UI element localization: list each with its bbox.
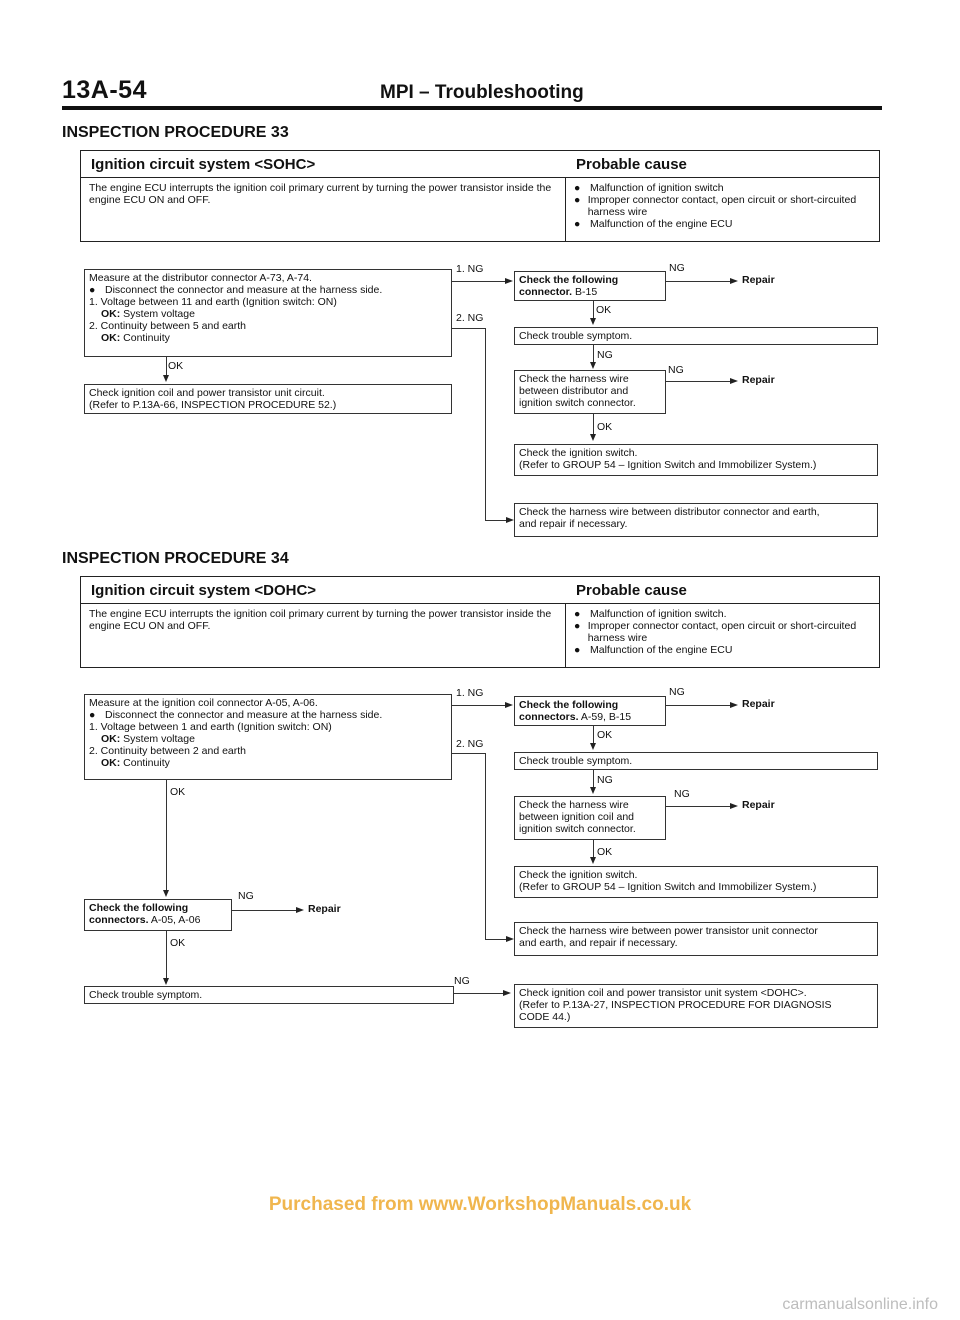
- arrow-right-icon: [730, 278, 738, 284]
- measure-text: Measure at the distributor connector A-73, A-74.: [89, 272, 312, 284]
- check-text: Check the harness wire: [519, 799, 629, 811]
- ng-label: NG: [597, 774, 613, 786]
- check-text: (Refer to P.13A-27, INSPECTION PROCEDURE FOR DIAGNOSIS: [519, 999, 832, 1011]
- arrow-right-icon: [730, 803, 738, 809]
- ok-label: OK: [597, 729, 613, 741]
- ng-label: NG: [454, 975, 470, 987]
- watermark: carmanualsonline.info: [782, 1296, 938, 1313]
- check-text: and repair if necessary.: [519, 518, 628, 530]
- arrow-right-icon: [505, 702, 513, 708]
- check-connector-bold: Check the following connectors.: [89, 902, 189, 926]
- ok-label: OK: [170, 937, 186, 949]
- ng-label: NG: [669, 686, 685, 698]
- check-text: between ignition coil and: [519, 811, 634, 823]
- ok-value: System voltage: [123, 308, 195, 320]
- system-title: Ignition circuit system <DOHC>: [91, 581, 317, 599]
- repair-label: Repair: [308, 903, 341, 915]
- cause-item: Malfunction of the engine ECU: [590, 218, 733, 230]
- connector-list: B-15: [575, 286, 598, 298]
- harness-earth-box: [514, 503, 878, 537]
- cause-item: Malfunction of ignition switch.: [590, 608, 727, 620]
- repair-label: Repair: [742, 274, 775, 286]
- check-text: Check the ignition switch.: [519, 869, 638, 881]
- page-number: 13A-54: [62, 76, 147, 104]
- check-text: Check the ignition switch.: [519, 447, 638, 459]
- ng-label: NG: [597, 349, 613, 361]
- probable-cause-title: Probable cause: [576, 155, 687, 173]
- arrow-down-icon: [163, 978, 169, 985]
- cause-item: Malfunction of the engine ECU: [590, 644, 733, 656]
- check-text: between distributor and: [519, 385, 629, 397]
- harness-earth-box: [514, 922, 878, 956]
- arrow-right-icon: [503, 990, 511, 996]
- ng-label: NG: [669, 262, 685, 274]
- cause-item: Improper connector contact, open circuit or short-circuited harness wire: [587, 194, 857, 218]
- measure-text: Measure at the ignition coil connector A-05, A-06.: [89, 697, 318, 709]
- check-connector-bold: Check the following connector.: [519, 274, 619, 298]
- ng-label: NG: [674, 788, 690, 800]
- repair-label: Repair: [742, 374, 775, 386]
- ng-label: NG: [668, 364, 684, 376]
- page-title: MPI – Troubleshooting: [380, 82, 584, 103]
- check-text: ignition switch connector.: [519, 397, 636, 409]
- arrow-right-icon: [506, 936, 514, 942]
- measure-box: Measure at the distributor connector A-73, A-74. ● Disconnect the connector and measure at the harness side. 1. Voltage between 11 and earth (Ignition switch: ON) OK: System voltage 2. Continuity between 5 and earth OK: Continuity: [84, 269, 452, 357]
- arrow-right-icon: [296, 907, 304, 913]
- check-text: (Refer to GROUP 54 – Ignition Switch and Immobilizer System.): [519, 881, 817, 893]
- arrow-right-icon: [505, 278, 513, 284]
- check-text: Check the harness wire between power transistor unit connector: [519, 925, 818, 937]
- check-text: ignition switch connector.: [519, 823, 636, 835]
- procedure-34-table: [80, 576, 880, 668]
- check-text: Check ignition coil and power transistor unit system <DOHC>.: [519, 987, 807, 999]
- ok-value: Continuity: [123, 757, 170, 769]
- check-text: Check the harness wire: [519, 373, 629, 385]
- ok-label: OK: [170, 786, 186, 798]
- check-connector-box: [514, 271, 666, 301]
- measure-box: Measure at the ignition coil connector A-05, A-06. ● Disconnect the connector and measure at the harness side. 1. Voltage between 1 and earth (Ignition switch: ON) OK: System voltage 2. Continuity between 2 and earth OK: Continuity: [84, 694, 452, 780]
- check-connector-box: [84, 899, 232, 931]
- check-coil-box: [84, 384, 452, 414]
- check-text: CODE 44.): [519, 1011, 571, 1023]
- arrow-right-icon: [730, 378, 738, 384]
- check-connector-box: [514, 696, 666, 726]
- arrow-down-icon: [590, 362, 596, 369]
- ng1-label: 1. NG: [456, 263, 484, 275]
- probable-cause-title: Probable cause: [576, 581, 687, 599]
- header-rule: [62, 106, 882, 110]
- ng2-label: 2. NG: [456, 738, 484, 750]
- harness-check-box: [514, 370, 666, 414]
- ignition-switch-box: [514, 866, 878, 898]
- measure-text: Disconnect the connector and measure at the harness side.: [105, 284, 383, 296]
- ignition-switch-box: [514, 444, 878, 476]
- ng2-label: 2. NG: [456, 312, 484, 324]
- arrow-right-icon: [506, 517, 514, 523]
- procedure-34-heading: INSPECTION PROCEDURE 34: [62, 550, 289, 567]
- ok-label: OK: [596, 304, 612, 316]
- ok-key: OK:: [101, 757, 121, 769]
- system-title: Ignition circuit system <SOHC>: [91, 155, 316, 173]
- ng1-label: 1. NG: [456, 687, 484, 699]
- trouble-symptom-box: Check trouble symptom.: [514, 327, 878, 345]
- measure-text: 2. Continuity between 5 and earth: [89, 320, 247, 332]
- cause-item: Malfunction of ignition switch: [590, 182, 724, 194]
- arrow-right-icon: [730, 702, 738, 708]
- ok-value: Continuity: [123, 332, 170, 344]
- coil-system-check-box: [514, 984, 878, 1028]
- ok-key: OK:: [101, 332, 121, 344]
- harness-check-box: [514, 796, 666, 840]
- repair-label: Repair: [742, 799, 775, 811]
- check-text: (Refer to GROUP 54 – Ignition Switch and Immobilizer System.): [519, 459, 817, 471]
- ng-label: NG: [238, 890, 254, 902]
- connector-list: A-59, B-15: [580, 711, 632, 723]
- connector-list: A-05, A-06: [150, 914, 201, 926]
- ok-label: OK: [597, 846, 613, 858]
- procedure-33-table: [80, 150, 880, 242]
- cause-item: Improper connector contact, open circuit or short-circuited harness wire: [587, 620, 857, 644]
- measure-text: 2. Continuity between 2 and earth: [89, 745, 247, 757]
- check-text: and earth, and repair if necessary.: [519, 937, 678, 949]
- system-description: The engine ECU interrupts the ignition coil primary current by turning the power transistor inside the engine ECU ON and OFF.: [81, 604, 566, 668]
- arrow-down-icon: [590, 434, 596, 441]
- arrow-down-icon: [163, 375, 169, 382]
- procedure-33-heading: INSPECTION PROCEDURE 33: [62, 124, 289, 141]
- ok-value: System voltage: [123, 733, 195, 745]
- arrow-down-icon: [590, 318, 596, 325]
- measure-text: Disconnect the connector and measure at the harness side.: [105, 709, 383, 721]
- repair-label: Repair: [742, 698, 775, 710]
- arrow-down-icon: [590, 743, 596, 750]
- arrow-down-icon: [590, 787, 596, 794]
- check-text: (Refer to P.13A-66, INSPECTION PROCEDURE 52.): [89, 399, 337, 411]
- trouble-symptom-box: Check trouble symptom.: [514, 752, 878, 770]
- arrow-down-icon: [590, 857, 596, 864]
- check-text: Check the harness wire between distributor connector and earth,: [519, 506, 820, 518]
- measure-text: 1. Voltage between 11 and earth (Ignition switch: ON): [89, 296, 337, 308]
- footer-source: Purchased from www.WorkshopManuals.co.uk: [268, 1194, 692, 1215]
- measure-text: 1. Voltage between 1 and earth (Ignition switch: ON): [89, 721, 332, 733]
- check-connector-bold: Check the following connectors.: [519, 699, 619, 723]
- ok-label: OK: [168, 360, 184, 372]
- system-description: The engine ECU interrupts the ignition coil primary current by turning the power transistor inside the engine ECU ON and OFF.: [81, 178, 566, 242]
- check-text: Check ignition coil and power transistor unit circuit.: [89, 387, 325, 399]
- cause-list: ● Malfunction of ignition switch. ● Improper connector contact, open circuit or short-circuited harness wire ● Malfunction of the engine ECU: [566, 604, 879, 668]
- ok-key: OK:: [101, 733, 121, 745]
- ok-label: OK: [597, 421, 613, 433]
- ok-key: OK:: [101, 308, 121, 320]
- trouble-symptom-box: Check trouble symptom.: [84, 986, 454, 1004]
- cause-list: ● Malfunction of ignition switch ● Improper connector contact, open circuit or short-circuited harness wire ● Malfunction of the engine ECU: [566, 178, 879, 242]
- arrow-down-icon: [163, 890, 169, 897]
